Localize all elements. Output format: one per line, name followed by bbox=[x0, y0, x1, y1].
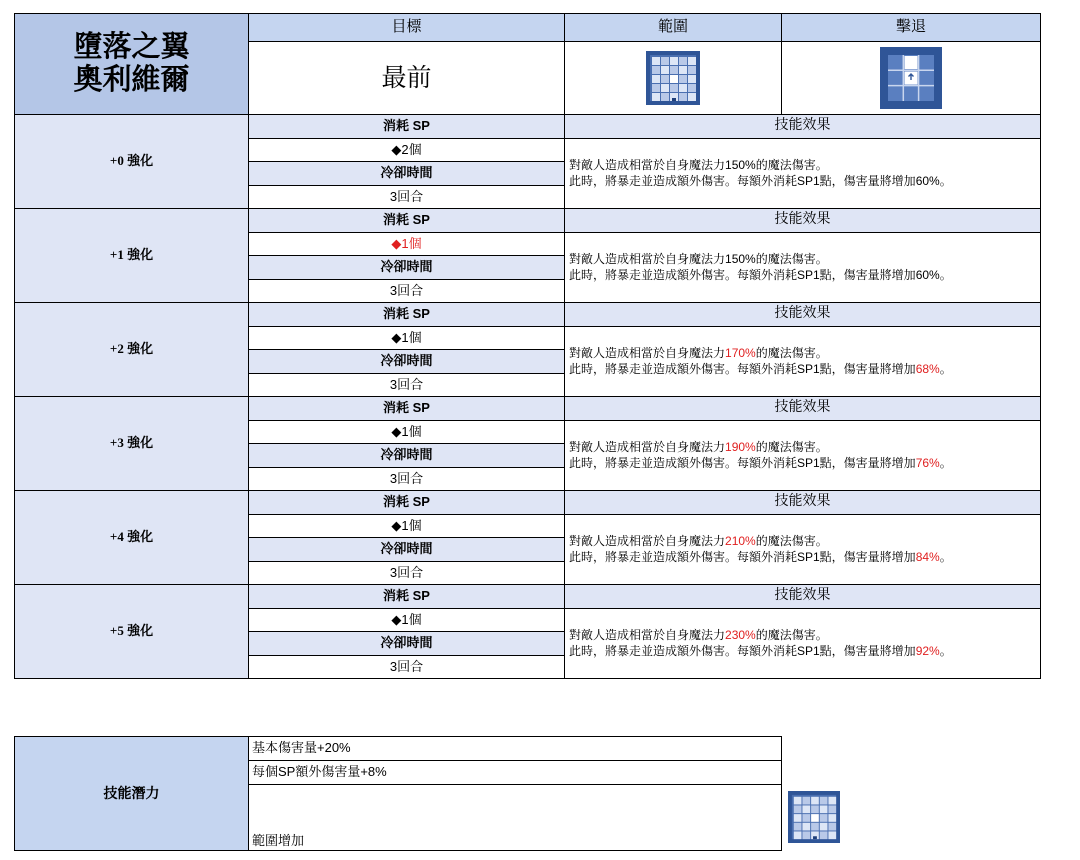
range-grid-cell bbox=[820, 797, 828, 805]
range-grid-cell bbox=[802, 823, 810, 831]
effect-header: 技能效果 bbox=[565, 585, 1041, 609]
range-grid-cell bbox=[679, 66, 687, 74]
potential-label: 技能潛力 bbox=[15, 737, 249, 851]
effect-header: 技能效果 bbox=[565, 397, 1041, 421]
effect-header: 技能效果 bbox=[565, 491, 1041, 515]
cooldown-label: 冷卻時間 bbox=[249, 632, 565, 656]
effect-line1: 對敵人造成相當於自身魔法力210%的魔法傷害。 bbox=[569, 533, 828, 548]
range-grid-cell bbox=[828, 831, 836, 839]
effect-line2: 此時，將暴走並造成額外傷害。每額外消耗SP1點，傷害量將增加84%。 bbox=[569, 549, 952, 564]
range-grid-cell bbox=[688, 93, 696, 101]
target-value: 最前 bbox=[249, 42, 565, 115]
damage-value: 150% bbox=[725, 157, 756, 172]
skill-table bbox=[14, 13, 1041, 679]
range-grid-cell bbox=[820, 805, 828, 813]
cooldown-value: 3回合 bbox=[249, 468, 565, 491]
range-grid-cell bbox=[802, 831, 810, 839]
sp-value: ◆1個 bbox=[249, 421, 565, 444]
cooldown-value: 3回合 bbox=[249, 374, 565, 397]
knockback-cell bbox=[782, 42, 1041, 115]
range-grid-cell bbox=[652, 93, 660, 101]
range-grid-cell bbox=[670, 66, 678, 74]
range-grid-cell bbox=[661, 84, 669, 92]
range-grid-cell bbox=[652, 66, 660, 74]
extra-damage-value: 60% bbox=[915, 267, 940, 282]
range-grid-cell bbox=[670, 75, 678, 83]
range-grid-cell bbox=[661, 66, 669, 74]
cooldown-value: 3回合 bbox=[249, 562, 565, 585]
effect-line2: 此時，將暴走並造成額外傷害。每額外消耗SP1點，傷害量將增加68%。 bbox=[569, 361, 952, 376]
range-grid-cell bbox=[811, 805, 819, 813]
sp-value: ◆1個 bbox=[249, 233, 565, 256]
cooldown-label: 冷卻時間 bbox=[249, 256, 565, 280]
effect-text bbox=[565, 233, 1041, 303]
potential-line3: 範圍增加 bbox=[249, 785, 782, 851]
level-label: +5 強化 bbox=[15, 585, 249, 679]
effect-line1: 對敵人造成相當於自身魔法力150%的魔法傷害。 bbox=[569, 251, 828, 266]
effect-line1: 對敵人造成相當於自身魔法力230%的魔法傷害。 bbox=[569, 627, 828, 642]
range-grid-cell bbox=[794, 805, 802, 813]
extra-damage-value: 84% bbox=[915, 549, 940, 564]
range-grid-cell bbox=[652, 75, 660, 83]
range-grid-cell bbox=[811, 814, 819, 822]
potential-line1: 基本傷害量+20% bbox=[249, 737, 782, 761]
range-grid-cell bbox=[661, 75, 669, 83]
range-grid-cell bbox=[794, 823, 802, 831]
cooldown-label: 冷卻時間 bbox=[249, 444, 565, 468]
effect-header: 技能效果 bbox=[565, 303, 1041, 327]
range-grid-icon bbox=[646, 51, 700, 105]
range-grid-cell bbox=[828, 823, 836, 831]
range-grid-icon bbox=[788, 791, 840, 843]
extra-damage-value: 76% bbox=[915, 455, 940, 470]
extra-damage-value: 92% bbox=[915, 643, 940, 658]
potential-line2: 每個SP額外傷害量+8% bbox=[249, 761, 782, 785]
range-grid-cell bbox=[794, 797, 802, 805]
sp-value: ◆2個 bbox=[249, 139, 565, 162]
range-grid-cell bbox=[688, 75, 696, 83]
cooldown-value: 3回合 bbox=[249, 280, 565, 303]
level-label: +4 強化 bbox=[15, 491, 249, 585]
effect-text bbox=[565, 139, 1041, 209]
range-grid-cell bbox=[794, 831, 802, 839]
range-grid-cell bbox=[802, 805, 810, 813]
potential-table bbox=[14, 736, 782, 851]
extra-damage-value: 68% bbox=[915, 361, 940, 376]
cooldown-label: 冷卻時間 bbox=[249, 538, 565, 562]
effect-line2: 此時，將暴走並造成額外傷害。每額外消耗SP1點，傷害量將增加76%。 bbox=[569, 455, 952, 470]
range-grid-cell bbox=[688, 84, 696, 92]
effect-line2: 此時，將暴走並造成額外傷害。每額外消耗SP1點，傷害量將增加60%。 bbox=[569, 173, 952, 188]
level-label: +1 強化 bbox=[15, 209, 249, 303]
level-label: +2 強化 bbox=[15, 303, 249, 397]
range-grid-cell bbox=[652, 57, 660, 65]
sp-value: ◆1個 bbox=[249, 515, 565, 538]
caster-marker bbox=[813, 836, 817, 839]
header-target: 目標 bbox=[249, 14, 565, 42]
effect-line1: 對敵人造成相當於自身魔法力150%的魔法傷害。 bbox=[569, 157, 828, 172]
damage-value: 210% bbox=[725, 533, 756, 548]
cooldown-label: 冷卻時間 bbox=[249, 162, 565, 186]
cooldown-value: 3回合 bbox=[249, 656, 565, 679]
level-label: +0 強化 bbox=[15, 115, 249, 209]
range-cell bbox=[565, 42, 782, 115]
range-grid-cell bbox=[820, 823, 828, 831]
header-knockback: 擊退 bbox=[782, 14, 1041, 42]
effect-header: 技能效果 bbox=[565, 209, 1041, 233]
sp-label: 消耗 SP bbox=[249, 303, 565, 327]
range-grid-cell bbox=[828, 805, 836, 813]
effect-line1: 對敵人造成相當於自身魔法力190%的魔法傷害。 bbox=[569, 439, 828, 454]
effect-line2: 此時，將暴走並造成額外傷害。每額外消耗SP1點，傷害量將增加60%。 bbox=[569, 267, 952, 282]
cooldown-value: 3回合 bbox=[249, 186, 565, 209]
caster-marker bbox=[672, 98, 676, 101]
sp-value: ◆1個 bbox=[249, 327, 565, 350]
damage-value: 230% bbox=[725, 627, 756, 642]
range-grid-cell bbox=[679, 75, 687, 83]
range-grid-cell bbox=[688, 57, 696, 65]
effect-line2: 此時，將暴走並造成額外傷害。每額外消耗SP1點，傷害量將增加92%。 bbox=[569, 643, 952, 658]
sp-label: 消耗 SP bbox=[249, 397, 565, 421]
effect-text bbox=[565, 515, 1041, 585]
range-grid-cell bbox=[661, 93, 669, 101]
range-grid-cell bbox=[670, 57, 678, 65]
damage-value: 170% bbox=[725, 345, 756, 360]
range-grid-cell bbox=[802, 814, 810, 822]
range-grid-cell bbox=[802, 797, 810, 805]
effect-header: 技能效果 bbox=[565, 115, 1041, 139]
range-grid-cell bbox=[828, 797, 836, 805]
sp-label: 消耗 SP bbox=[249, 115, 565, 139]
range-grid-cell bbox=[794, 814, 802, 822]
range-grid-cell bbox=[679, 84, 687, 92]
header-range: 範圍 bbox=[565, 14, 782, 42]
effect-text bbox=[565, 609, 1041, 679]
range-grid-cell bbox=[679, 57, 687, 65]
sp-value: ◆1個 bbox=[249, 609, 565, 632]
range-grid-cell bbox=[820, 814, 828, 822]
effect-line1: 對敵人造成相當於自身魔法力170%的魔法傷害。 bbox=[569, 345, 828, 360]
skill-title bbox=[15, 14, 249, 115]
range-grid-cell bbox=[811, 797, 819, 805]
knockback-grid-icon bbox=[880, 47, 942, 109]
damage-value: 190% bbox=[725, 439, 756, 454]
extra-damage-value: 60% bbox=[915, 173, 940, 188]
cooldown-label: 冷卻時間 bbox=[249, 350, 565, 374]
range-grid-cell bbox=[828, 814, 836, 822]
range-grid-cell bbox=[670, 84, 678, 92]
skill-title-line1: 墮落之翼 bbox=[73, 30, 190, 63]
range-grid-cell bbox=[820, 831, 828, 839]
sp-label: 消耗 SP bbox=[249, 209, 565, 233]
effect-text bbox=[565, 421, 1041, 491]
sp-label: 消耗 SP bbox=[249, 585, 565, 609]
range-grid-cell bbox=[661, 57, 669, 65]
range-grid-cell bbox=[811, 823, 819, 831]
range-grid-cell bbox=[688, 66, 696, 74]
level-label: +3 強化 bbox=[15, 397, 249, 491]
damage-value: 150% bbox=[725, 251, 756, 266]
skill-title-line2: 奧利維爾 bbox=[73, 64, 190, 96]
range-grid-cell bbox=[679, 93, 687, 101]
range-grid-cell bbox=[652, 84, 660, 92]
sp-label: 消耗 SP bbox=[249, 491, 565, 515]
effect-text bbox=[565, 327, 1041, 397]
